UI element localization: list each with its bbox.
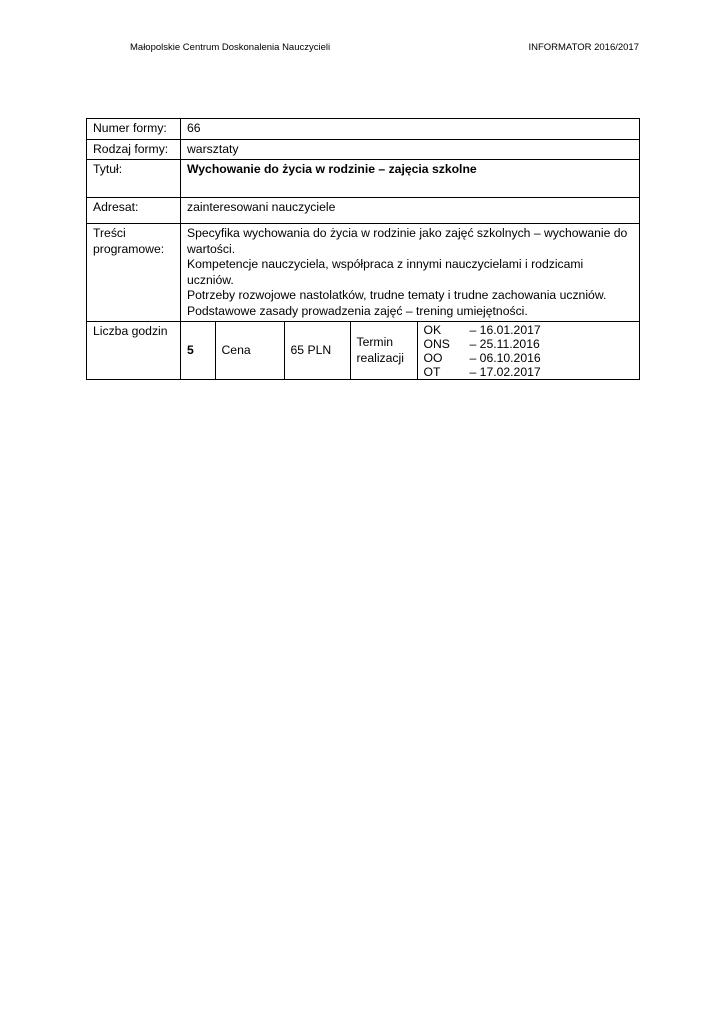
- tresci-paragraph: Kompetencje nauczyciela, współpraca z innymi nauczycielami i rodzicami uczniów.: [187, 257, 584, 287]
- termin-date-row: [424, 323, 634, 337]
- tresci-label: [87, 224, 181, 322]
- termin-code: ONS: [423, 336, 450, 351]
- tresci-paragraph: Specyfika wychowania do życia w rodzinie jako zajęć szkolnych – wychowanie do wartości.: [187, 226, 628, 256]
- termin-code: OK: [423, 322, 442, 337]
- adresat-value: zainteresowani nauczyciele: [181, 198, 640, 224]
- numer-formy-value: 66: [181, 119, 640, 140]
- termin-date-row: [424, 365, 634, 379]
- tytul-label: Tytuł:: [87, 160, 181, 198]
- tresci-paragraph: Potrzeby rozwojowe nastolatków, trudne tematy i trudne zachowania uczniów.: [187, 288, 607, 302]
- liczba-godzin-label: Liczba godzin: [87, 322, 181, 380]
- termin-dates: [417, 322, 639, 379]
- tresci-value: [181, 224, 640, 322]
- tresci-label-line-2: programowe:: [93, 241, 165, 256]
- row-numer-formy: [87, 119, 640, 140]
- details-cell: [181, 322, 640, 380]
- termin-date: – 25.11.2016: [469, 336, 540, 351]
- header-informator: INFORMATOR 2016/2017: [528, 42, 639, 53]
- rodzaj-formy-value: warsztaty: [181, 139, 640, 160]
- rodzaj-formy-label: Rodzaj formy:: [87, 139, 181, 160]
- row-adresat: [87, 198, 640, 224]
- row-rodzaj-formy: [87, 139, 640, 160]
- row-tytul: [87, 160, 640, 198]
- termin-date: – 06.10.2016: [469, 350, 541, 365]
- cena-label: Cena: [215, 322, 284, 379]
- tresci-label-line-1: Treści: [93, 226, 126, 240]
- course-form-table: [86, 118, 640, 380]
- termin-code: OT: [423, 364, 441, 379]
- adresat-label: Adresat:: [87, 198, 181, 224]
- termin-code: OO: [423, 350, 443, 365]
- termin-date: – 16.01.2017: [469, 322, 541, 337]
- row-tresci: [87, 224, 640, 322]
- tytul-value: Wychowanie do życia w rodzinie – zajęcia szkolne: [181, 160, 640, 198]
- header-institution: Małopolskie Centrum Doskonalenia Nauczycieli: [130, 42, 331, 53]
- termin-label: [350, 322, 417, 379]
- details-inner-table: [181, 322, 639, 379]
- termin-date-row: [424, 351, 634, 365]
- termin-date-row: [424, 337, 634, 351]
- row-liczba-godzin: [87, 322, 640, 380]
- numer-formy-label: Numer formy:: [87, 119, 181, 140]
- tresci-paragraph: Podstawowe zasady prowadzenia zajęć – trening umiejętności.: [187, 303, 528, 318]
- liczba-godzin-value: 5: [181, 322, 215, 379]
- termin-date: – 17.02.2017: [469, 364, 541, 379]
- termin-label-line-2: realizacji: [356, 350, 404, 365]
- cena-value: 65 PLN: [284, 322, 350, 379]
- termin-label-line-1: Termin: [356, 335, 394, 349]
